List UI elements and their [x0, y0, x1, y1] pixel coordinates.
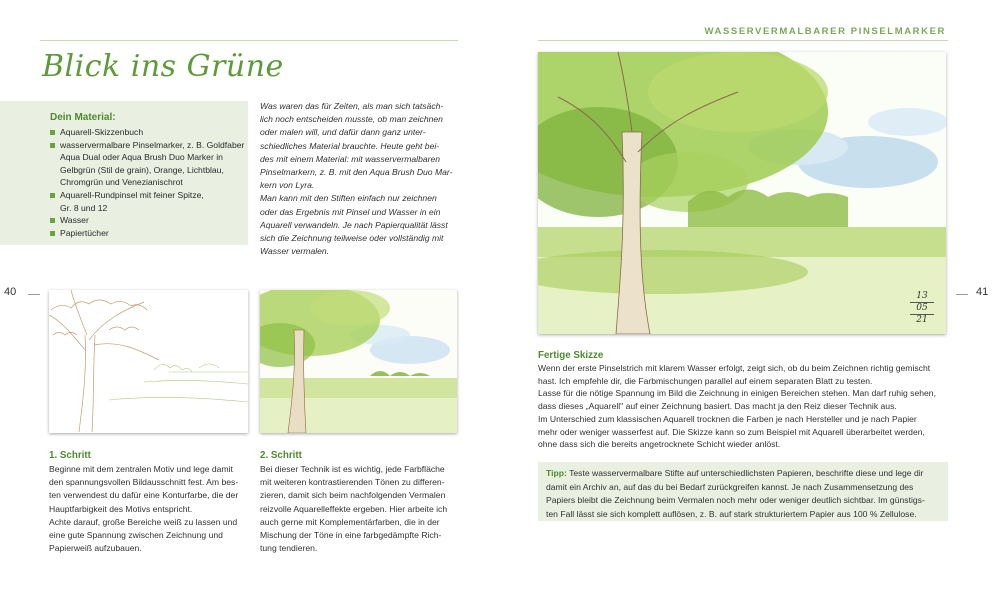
step1-line: Achte darauf, große Bereiche weiß zu lassen und — [49, 516, 238, 527]
material-box — [0, 101, 248, 245]
tip-line: Papiers bleibt die Zeichnung beim Vermalen noch mehr oder weniger deutlich sichtbar. Im günstigs- — [546, 495, 925, 506]
material-heading: Dein Material: — [50, 112, 116, 123]
page-tick-left — [28, 294, 40, 295]
intro-line: oder das Ergebnis mit Pinsel und Wasser in ein — [260, 206, 441, 217]
page-number-right: 41 — [976, 286, 989, 298]
step2-block — [260, 450, 465, 555]
step1-line: ten verwendest du dafür eine Konturfarbe, die der — [49, 490, 239, 501]
step1-block — [49, 450, 254, 555]
tip-line: damit ein Archiv an, auf das du bei Bedarf zurückgreifen kannst. Je nach Zusammensetzung des — [546, 481, 914, 492]
intro-line: oder malen will, und dafür dann ganz unter- — [260, 127, 426, 138]
section-header: WASSERVERMALBARER PINSELMARKER — [704, 26, 946, 37]
intro-line: sich die Zeichnung teilweise oder vollständig mit — [260, 233, 444, 244]
final-line: mehr oder weniger wasserfest auf. Die Skizze kann so zum Beispiel mit Aquarell überarbeitet werden, — [538, 426, 925, 437]
final-line: ohne dass sich die bereits angetrocknete Schicht wieder anlöst. — [538, 439, 781, 450]
step1-text — [49, 463, 254, 555]
tip-label: Tipp: — [546, 468, 567, 478]
material-item: Wasser — [50, 214, 248, 227]
step2-line: mit weiteren kontrastierenden Tönen zu differen- — [260, 477, 445, 488]
final-watercolor — [538, 52, 946, 334]
step2-line: zieren, damit sich beim nachfolgenden Vermalen — [260, 490, 446, 501]
material-item: Aquarell-Skizzenbuch — [50, 126, 248, 139]
tip-first-line — [546, 467, 948, 481]
page-title: Blick ins Grüne — [42, 49, 284, 84]
step1-line-drawing — [49, 290, 248, 433]
final-line: dass dieses „Aquarell" auf einer Zeichnung basiert. Das macht ja den Reiz dieser Technik aus. — [538, 401, 897, 412]
final-text — [538, 362, 958, 451]
signature-day: 13 — [916, 291, 928, 301]
step2-watercolor-drawing — [260, 290, 457, 433]
step2-line: Mischung der Töne in eine farbgedämpfte Rich- — [260, 530, 442, 541]
intro-line: des mit einem Material: mit wasservermalbaren — [260, 153, 441, 164]
top-rule-left — [40, 40, 458, 41]
page-number-left: 40 — [4, 286, 17, 298]
intro-line: Was waren das für Zeiten, als man sich tatsäch- — [260, 101, 444, 111]
step2-line: tung tendieren. — [260, 543, 318, 554]
material-item: Gr. 8 und 12 — [60, 202, 108, 213]
final-line: Lasse für die nötige Spannung im Bild die Zeichnung in einigen Bereichen stehen. Man darf ruhig sehen, — [538, 388, 936, 399]
step1-line: Beginne mit dem zentralen Motiv und lege damit — [49, 464, 233, 474]
material-item: Aqua Dual oder Aqua Brush Duo Marker in — [60, 152, 223, 163]
step2-sketch-image — [260, 290, 457, 433]
tip-text — [546, 481, 948, 522]
material-item: Papiertücher — [50, 227, 248, 240]
final-block — [538, 350, 958, 451]
page-tick-right — [956, 294, 968, 295]
intro-line: schiedliches Material brauchte. Heute geht bei- — [260, 140, 440, 151]
intro-line: Aquarell verwandeln. Je nach Papierqualität lässt — [260, 219, 448, 230]
intro-line: kern von Lyra. — [260, 180, 315, 191]
material-item: Gelbgrün (Stil de grain), Orange, Lichtblau, — [60, 164, 224, 175]
step1-title: 1. Schritt — [49, 450, 91, 461]
step1-line: Hauptfarbigkeit des Motivs entspricht. — [49, 503, 193, 514]
final-painting-image — [538, 52, 946, 334]
step2-line: reizvolle Aquarelleffekte ergeben. Hier arbeite ich — [260, 503, 448, 514]
top-rule-right — [538, 40, 948, 41]
tip-line: ten Fall lässt sie sich komplett auflösen, z. B. auf stark strukturiertem Papier aus 100 % Zellulose. — [546, 508, 917, 519]
signature-year: 21 — [916, 315, 928, 325]
step2-line: Bei dieser Technik ist es wichtig, jede Farbfläche — [260, 464, 445, 474]
intro-line: Pinselmarkern, z. B. mit den Aqua Brush Duo Mar- — [260, 167, 453, 178]
step2-line: auch gerne mit Komplementärfarben, die in der — [260, 516, 440, 527]
material-item: Chromgrün und Venezianischrot — [60, 177, 183, 188]
step1-line: Papierweiß aufzubauen. — [49, 543, 142, 554]
date-signature — [910, 291, 934, 326]
final-title: Fertige Skizze — [538, 350, 604, 361]
step1-line: eine gute Spannung zwischen Zeichnung und — [49, 530, 223, 541]
final-line: Wenn der erste Pinselstrich mit klarem Wasser erfolgt, zeigt sich, ob du beim Zeichnen richtig gemischt — [538, 363, 931, 373]
step1-sketch-image — [49, 290, 248, 433]
step1-line: den spannungsvollen Bildausschnitt fest. Am bes- — [49, 477, 239, 488]
signature-month: 05 — [910, 302, 934, 315]
material-item: Aquarell-Rundpinsel mit feiner Spitze, — [50, 189, 248, 202]
material-list — [50, 126, 248, 239]
material-item: wasservermalbare Pinselmarker, z. B. Goldfaber — [50, 139, 248, 152]
step2-text — [260, 463, 465, 555]
final-line: hast. Ich empfehle dir, die Farbmischungen parallel auf einem separaten Blatt zu testen. — [538, 375, 873, 386]
intro-line: lich noch entscheiden musste, ob man zeichnen — [260, 114, 443, 125]
final-line: Im Unterschied zum klassischen Aquarell trocknen die Farben je nach Hersteller und je nach Papier — [538, 413, 917, 424]
intro-line: Man kann mit den Stiften einfach nur zeichnen — [260, 193, 437, 204]
tip-first-text: Teste wasservermalbare Stifte auf unterschiedlichsten Papieren, beschrifte diese und lege dir — [566, 468, 924, 478]
step2-title: 2. Schritt — [260, 450, 302, 461]
intro-text — [260, 100, 460, 258]
tip-box — [538, 462, 948, 521]
intro-line: Wasser vermalen. — [260, 246, 330, 257]
